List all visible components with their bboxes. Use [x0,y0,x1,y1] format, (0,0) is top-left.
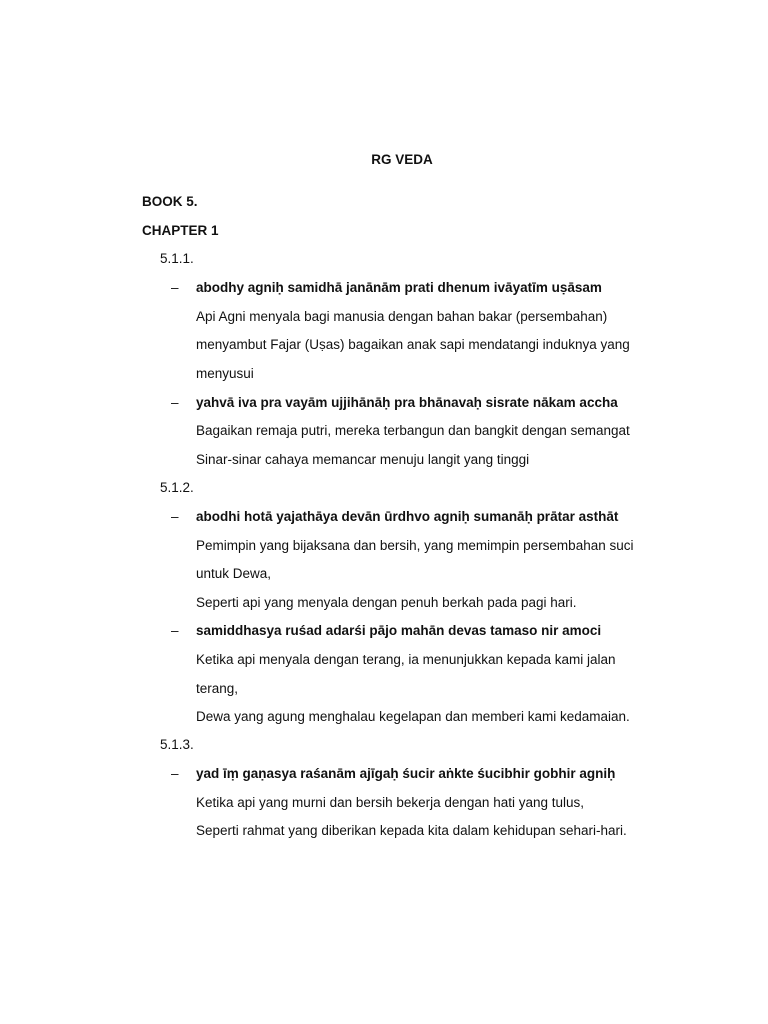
translation-line: Bagaikan remaja putri, mereka terbangun dan bangkit dengan semangat [196,423,630,438]
verse-number: 5.1.1. [160,251,194,266]
translation-line: Ketika api menyala dengan terang, ia menunjukkan kepada kami jalan [196,652,616,667]
verse-number: 5.1.2. [160,480,194,495]
sanskrit-verse: abodhy agniḥ samidhā janānām prati dhenum ivāyatīm uṣāsam [196,280,602,295]
translation-line: Api Agni menyala bagi manusia dengan bahan bakar (persembahan) [196,309,608,324]
translation-line: Sinar-sinar cahaya memancar menuju langit yang tinggi [196,452,530,467]
translation-line: Dewa yang agung menghalau kegelapan dan memberi kami kedamaian. [196,709,630,724]
translation-line: Pemimpin yang bijaksana dan bersih, yang memimpin persembahan suci [196,538,634,553]
book-heading: BOOK 5. [142,194,198,209]
verse-number: 5.1.3. [160,737,194,752]
document-title: RG VEDA [371,152,433,167]
translation-line: terang, [196,681,239,696]
translation-line: Seperti rahmat yang diberikan kepada kita dalam kehidupan sehari-hari. [196,823,627,838]
translation-line: Seperti api yang menyala dengan penuh berkah pada pagi hari. [196,595,577,610]
list-bullet: – [171,509,179,524]
translation-line: menyambut Fajar (Uṣas) bagaikan anak sapi mendatangi induknya yang [196,337,630,352]
translation-line: untuk Dewa, [196,566,272,581]
list-bullet: – [171,280,179,295]
list-bullet: – [171,766,179,781]
list-bullet: – [171,395,179,410]
sanskrit-verse: abodhi hotā yajathāya devān ūrdhvo agniḥ sumanāḥ prātar asthāt [196,509,619,524]
chapter-heading: CHAPTER 1 [142,223,219,238]
translation-line: Ketika api yang murni dan bersih bekerja dengan hati yang tulus, [196,795,584,810]
sanskrit-verse: yahvā iva pra vayām ujjihānāḥ pra bhānavaḥ sisrate nākam accha [196,395,618,410]
sanskrit-verse: samiddhasya ruśad adarśi pājo mahān devas tamaso nir amoci [196,623,602,638]
list-bullet: – [171,623,179,638]
sanskrit-verse: yad īṃ gaṇasya raśanām ajīgaḥ śucir aṅkte śucibhir gobhir agniḥ [196,766,616,781]
translation-line: menyusui [196,366,254,381]
